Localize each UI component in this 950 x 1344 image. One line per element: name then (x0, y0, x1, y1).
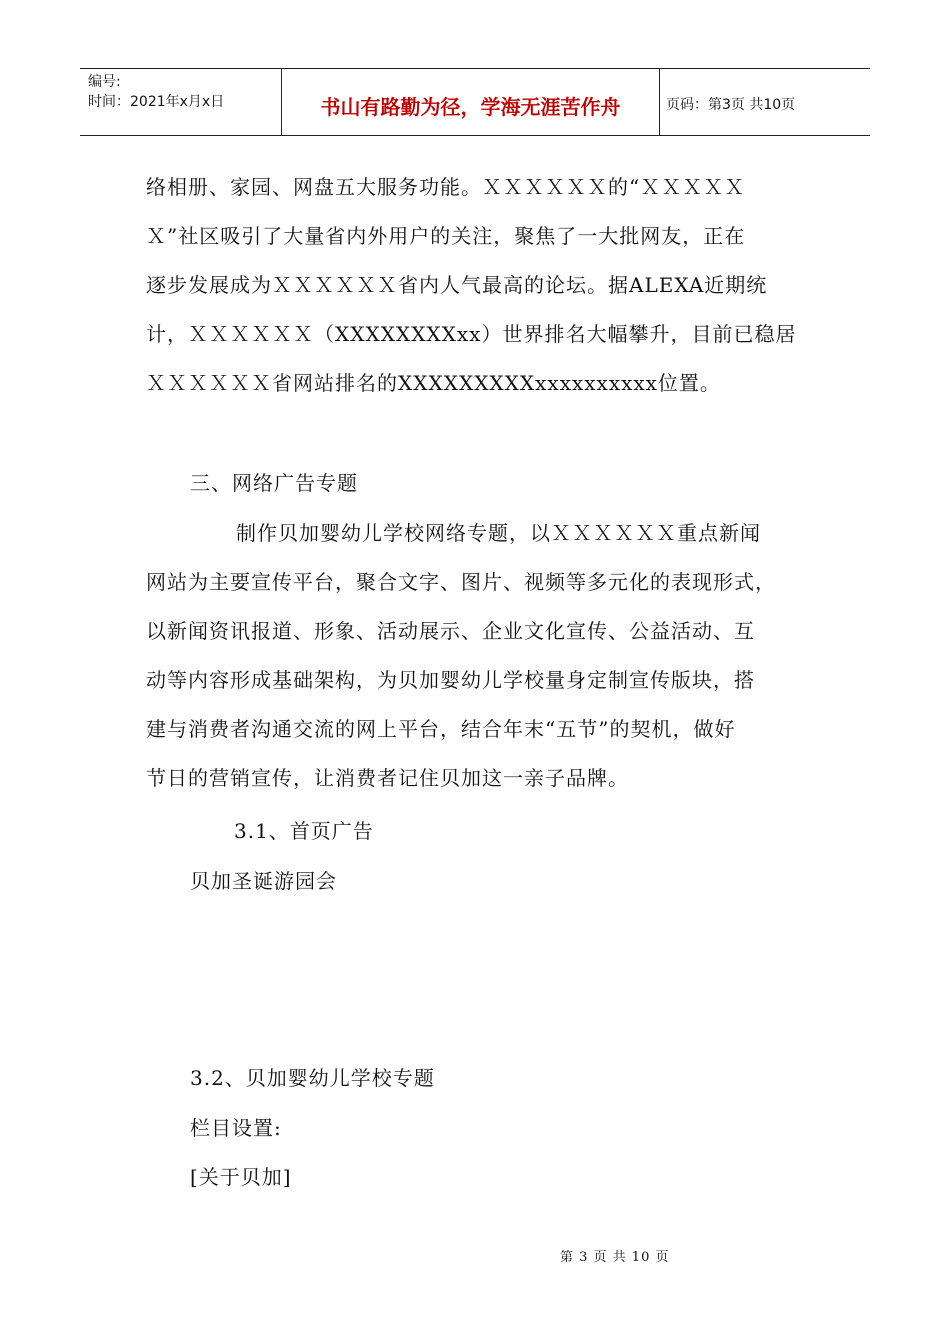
header-motto: 书山有路勤为径，学海无涯苦作舟 (282, 69, 660, 135)
subsection-heading: 3.1、首页广告 (234, 819, 374, 843)
header-meta (80, 69, 282, 135)
page-header (80, 68, 870, 136)
paragraph-line: 制作贝加婴幼儿学校网络专题，以ＸＸＸＸＸＸ重点新闻 (236, 521, 761, 545)
paragraph-line: [关于贝加] (190, 1165, 292, 1189)
document-time-label: 时间：2021年x月x日 (88, 94, 225, 110)
header-page-info: 页码：第3页 共10页 (666, 97, 796, 113)
paragraph-line: 以新闻资讯报道、形象、活动展示、企业文化宣传、公益活动、互 (146, 619, 755, 643)
paragraph-line: 计，ＸＸＸＸＸＸ（XXXXXXXXxx）世界排名大幅攀升，目前已稳居 (146, 322, 797, 346)
section-heading: 三、网络广告专题 (190, 471, 358, 495)
paragraph-line: Ｘ”社区吸引了大量省内外用户的关注，聚焦了一大批网友，正在 (146, 224, 746, 248)
page-footer: 第 3 页 共 10 页 (560, 1250, 670, 1265)
paragraph-line: 动等内容形成基础架构，为贝加婴幼儿学校量身定制宣传版块，搭 (146, 668, 755, 692)
paragraph-line: 栏目设置: (190, 1116, 282, 1140)
document-number-label: 编号: (88, 74, 121, 90)
paragraph-line: 网站为主要宣传平台，聚合文字、图片、视频等多元化的表现形式， (146, 570, 776, 594)
paragraph-line: 建与消费者沟通交流的网上平台，结合年末“五节”的契机，做好 (146, 717, 736, 741)
paragraph-line: 络相册、家园、网盘五大服务功能。ＸＸＸＸＸＸ的“ＸＸＸＸＸ (146, 175, 746, 199)
paragraph-line: 节日的营销宣传，让消费者记住贝加这一亲子品牌。 (146, 766, 629, 790)
subsection-heading: 3.2、贝加婴幼儿学校专题 (190, 1066, 435, 1090)
paragraph-line: 贝加圣诞游园会 (190, 869, 337, 893)
paragraph-line: ＸＸＸＸＸＸ省网站排名的XXXXXXXXXxxxxxxxxxx位置。 (146, 371, 721, 395)
paragraph-line: 逐步发展成为ＸＸＸＸＸＸ省内人气最高的论坛。据ALEXA近期统 (146, 273, 768, 297)
